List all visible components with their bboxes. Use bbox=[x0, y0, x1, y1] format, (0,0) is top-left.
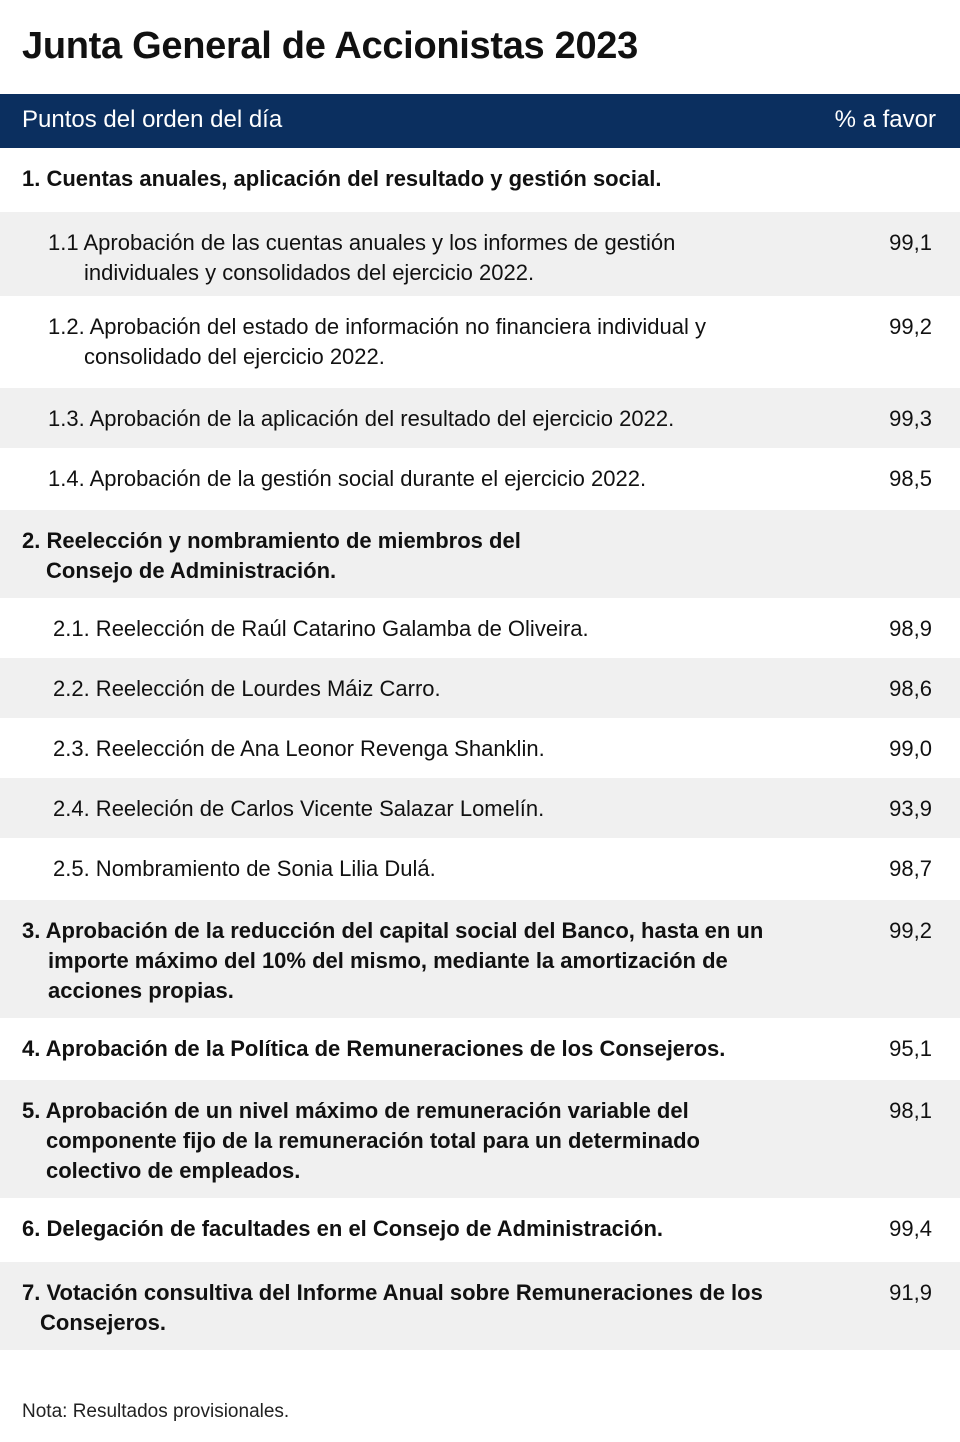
row-value: 98,9 bbox=[889, 616, 932, 641]
row-label: 7. Votación consultiva del Informe Anual sobre Remuneraciones de los Consejeros. bbox=[22, 1280, 763, 1335]
row-label: 1.4. Aprobación de la gestión social durante el ejercicio 2022. bbox=[48, 466, 647, 491]
row-value: 95,1 bbox=[889, 1036, 932, 1061]
page-title: Junta General de Accionistas 2023 bbox=[22, 25, 638, 67]
table-row bbox=[0, 598, 960, 658]
row-label: 2.4. Reeleción de Carlos Vicente Salazar Lomelín. bbox=[53, 796, 545, 821]
row-value: 99,2 bbox=[889, 314, 932, 339]
row-label: 3. Aprobación de la reducción del capital social del Banco, hasta en un importe máximo del 10% del mismo, mediante la amortización de acciones propias. bbox=[22, 918, 764, 1003]
table-row bbox=[0, 718, 960, 778]
row-value: 99,1 bbox=[889, 230, 932, 255]
row-value: 98,6 bbox=[889, 676, 932, 701]
row-label: 2.3. Reelección de Ana Leonor Revenga Shanklin. bbox=[53, 736, 545, 761]
table-row bbox=[0, 388, 960, 448]
row-value: 99,3 bbox=[889, 406, 932, 431]
row-value: 93,9 bbox=[889, 796, 932, 821]
row-value: 99,4 bbox=[889, 1216, 932, 1241]
table-row bbox=[0, 1018, 960, 1080]
table-row bbox=[0, 510, 960, 598]
row-value: 91,9 bbox=[889, 1280, 932, 1305]
row-label: 1.2. Aprobación del estado de información no financiera individual y consolidado del ejercicio 2022. bbox=[48, 314, 706, 369]
row-label: 1. Cuentas anuales, aplicación del resultado y gestión social. bbox=[22, 166, 662, 191]
table-row bbox=[0, 838, 960, 900]
table-row bbox=[0, 148, 960, 212]
row-value: 99,0 bbox=[889, 736, 932, 761]
table-row bbox=[0, 296, 960, 388]
table-row bbox=[0, 900, 960, 1018]
row-label: 2. Reelección y nombramiento de miembros del Consejo de Administración. bbox=[22, 528, 521, 583]
table-header bbox=[0, 94, 960, 148]
row-label: 6. Delegación de facultades en el Consejo de Administración. bbox=[22, 1216, 664, 1241]
row-label: 1.1 Aprobación de las cuentas anuales y los informes de gestión individuales y consolidados del ejercicio 2022. bbox=[48, 230, 676, 285]
table-row bbox=[0, 658, 960, 718]
footnote: Nota: Resultados provisionales. bbox=[22, 1401, 290, 1422]
row-label: 2.2. Reelección de Lourdes Máiz Carro. bbox=[53, 676, 441, 701]
row-value: 98,5 bbox=[889, 466, 932, 491]
table-row bbox=[0, 212, 960, 296]
table-row bbox=[0, 1198, 960, 1262]
table-row bbox=[0, 448, 960, 510]
column-header-value: % a favor bbox=[834, 106, 936, 133]
column-header-items: Puntos del orden del día bbox=[22, 106, 283, 133]
row-label: 2.1. Reelección de Raúl Catarino Galamba de Oliveira. bbox=[53, 616, 589, 641]
table-row bbox=[0, 1262, 960, 1350]
row-label: 2.5. Nombramiento de Sonia Lilia Dulá. bbox=[53, 856, 436, 881]
table-row bbox=[0, 1080, 960, 1198]
row-value: 98,7 bbox=[889, 856, 932, 881]
row-value: 99,2 bbox=[889, 918, 932, 943]
row-label: 5. Aprobación de un nivel máximo de remuneración variable del componente fijo de la remuneración total para un determinado colectivo de empleados. bbox=[22, 1098, 700, 1183]
row-label: 4. Aprobación de la Política de Remuneraciones de los Consejeros. bbox=[22, 1036, 726, 1061]
row-value: 98,1 bbox=[889, 1098, 932, 1123]
table-row bbox=[0, 778, 960, 838]
row-label: 1.3. Aprobación de la aplicación del resultado del ejercicio 2022. bbox=[48, 406, 675, 431]
